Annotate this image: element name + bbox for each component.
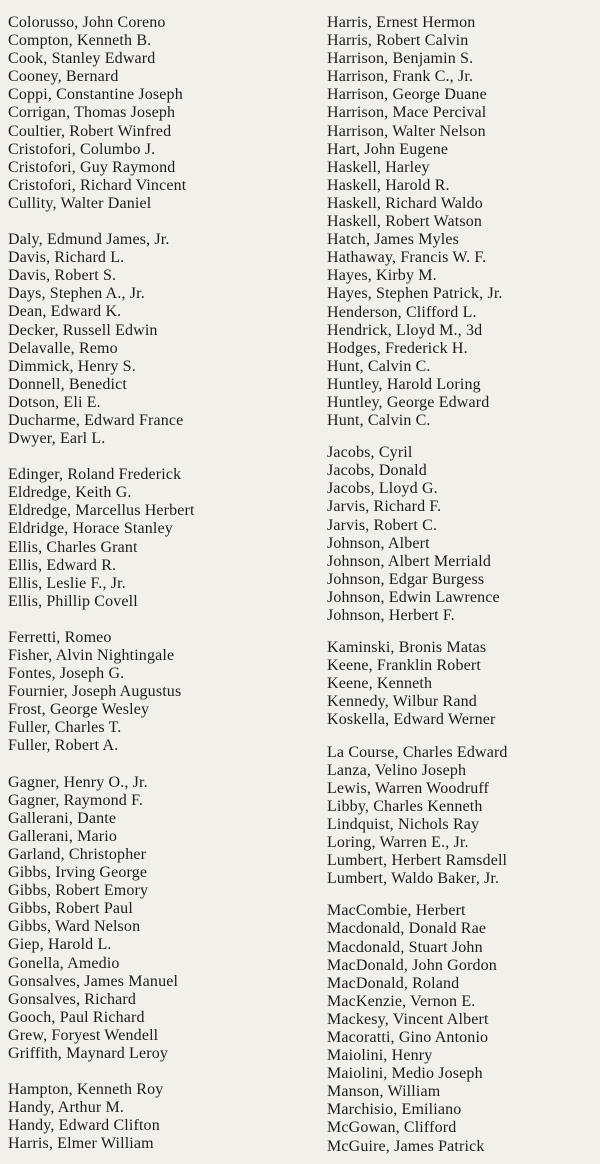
name-entry: Keene, Franklin Robert <box>327 657 481 675</box>
name-entry: Cooney, Bernard <box>8 68 119 86</box>
name-entry: Kaminski, Bronis Matas <box>327 639 487 657</box>
name-entry: Compton, Kenneth B. <box>8 32 152 50</box>
name-entry: Keene, Kenneth <box>327 675 433 693</box>
name-entry: Handy, Edward Clifton <box>8 1117 160 1135</box>
name-entry: Fuller, Charles T. <box>8 719 122 737</box>
name-entry: Ellis, Charles Grant <box>8 538 138 556</box>
name-entry: Macdonald, Donald Rae <box>327 920 487 938</box>
name-entry: MacDonald, John Gordon <box>327 956 497 974</box>
name-entry: Gibbs, Irving George <box>8 864 148 882</box>
name-entry: Lewis, Warren Woodruff <box>327 779 490 797</box>
group-spacer <box>8 756 320 774</box>
name-entry: La Course, Charles Edward <box>327 743 508 761</box>
name-entry: Fournier, Joseph Augustus <box>8 683 182 701</box>
name-entry: Gallerani, Dante <box>8 809 117 827</box>
name-group <box>327 14 595 430</box>
group-spacer <box>327 430 595 444</box>
name-entry: Grew, Foryest Wendell <box>8 1026 159 1044</box>
name-entry: Davis, Richard L. <box>8 249 125 267</box>
name-entry: Gonsalves, Richard <box>8 990 137 1008</box>
name-entry: Giep, Harold L. <box>8 936 112 954</box>
name-group <box>8 466 320 611</box>
name-entry: Hendrick, Lloyd M., 3d <box>327 321 483 339</box>
name-entry: Coppi, Constantine Joseph <box>8 86 183 104</box>
name-entry: Gonsalves, James Manuel <box>8 972 179 990</box>
name-entry: Huntley, George Edward <box>327 393 490 411</box>
name-entry: Harris, Robert Calvin <box>327 32 469 50</box>
name-entry: Eldredge, Keith G. <box>8 484 132 502</box>
name-entry: Handy, Arthur M. <box>8 1099 125 1117</box>
name-group <box>327 902 595 1155</box>
name-entry: Lumbert, Waldo Baker, Jr. <box>327 870 500 888</box>
name-entry: Ellis, Phillip Covell <box>8 592 138 610</box>
name-entry: Jarvis, Robert C. <box>327 516 438 534</box>
name-entry: Eldredge, Marcellus Herbert <box>8 502 195 520</box>
name-entry: Kennedy, Wilbur Rand <box>327 693 477 711</box>
name-entry: Days, Stephen A., Jr. <box>8 285 145 303</box>
name-entry: Gagner, Raymond F. <box>8 791 143 809</box>
name-entry: MacDonald, Roland <box>327 974 460 992</box>
name-entry: Johnson, Albert <box>327 534 430 552</box>
name-entry: Delavalle, Remo <box>8 339 118 357</box>
name-group <box>8 231 320 448</box>
name-entry: Harrison, Walter Nelson <box>327 122 486 140</box>
name-group <box>8 774 320 1064</box>
group-spacer <box>8 1063 320 1081</box>
name-entry: Macdonald, Stuart John <box>327 938 483 956</box>
name-entry: Fuller, Robert A. <box>8 737 119 755</box>
name-entry: McGuire, James Patrick <box>327 1137 485 1155</box>
name-entry: Manson, William <box>327 1083 441 1101</box>
name-group <box>327 444 595 625</box>
name-entry: Jarvis, Richard F. <box>327 498 442 516</box>
name-entry: Lindquist, Nichols Ray <box>327 815 480 833</box>
group-spacer <box>327 730 595 744</box>
name-entry: Haskell, Harley <box>327 158 430 176</box>
name-entry: Hampton, Kenneth Roy <box>8 1081 164 1099</box>
name-entry: Haskell, Harold R. <box>327 176 450 194</box>
name-entry: Henderson, Clifford L. <box>327 303 477 321</box>
name-entry: Jacobs, Lloyd G. <box>327 480 438 498</box>
name-entry: Gibbs, Ward Nelson <box>8 918 141 936</box>
name-entry: Dimmick, Henry S. <box>8 357 136 375</box>
name-entry: Griffith, Maynard Leroy <box>8 1044 168 1062</box>
name-entry: Harrison, Mace Percival <box>327 104 487 122</box>
name-entry: Gonella, Amedio <box>8 954 120 972</box>
name-entry: Lanza, Velino Joseph <box>327 761 467 779</box>
name-entry: Harrison, Benjamin S. <box>327 50 474 68</box>
name-entry: Dean, Edward K. <box>8 303 122 321</box>
right-name-column <box>327 14 595 1156</box>
group-spacer <box>8 448 320 466</box>
name-group <box>8 629 320 756</box>
name-entry: Cristofori, Columbo J. <box>8 140 156 158</box>
name-entry: Hodges, Frederick H. <box>327 339 468 357</box>
name-entry: Colorusso, John Coreno <box>8 14 166 31</box>
name-group <box>327 639 595 729</box>
name-entry: Hunt, Calvin C. <box>327 357 431 375</box>
name-entry: Marchisio, Emiliano <box>327 1101 462 1119</box>
name-entry: Fisher, Alvin Nightingale <box>8 647 175 664</box>
left-name-column <box>8 14 320 1153</box>
name-group <box>327 744 595 889</box>
name-entry: Cook, Stanley Edward <box>8 50 156 68</box>
name-entry: Gooch, Paul Richard <box>8 1008 145 1026</box>
name-entry: Lumbert, Herbert Ramsdell <box>327 852 508 870</box>
name-group <box>8 14 320 213</box>
name-entry: Haskell, Richard Waldo <box>327 194 483 212</box>
name-entry: Harris, Ernest Hermon <box>327 14 476 31</box>
group-spacer <box>8 611 320 629</box>
name-entry: Koskella, Edward Werner <box>327 711 496 729</box>
group-spacer <box>8 213 320 231</box>
name-entry: Cullity, Walter Daniel <box>8 194 152 212</box>
name-entry: Corrigan, Thomas Joseph <box>8 104 176 122</box>
name-entry: Dwyer, Earl L. <box>8 430 106 448</box>
name-entry: Coultier, Robert Winfred <box>8 122 172 140</box>
name-entry: Ferretti, Romeo <box>8 628 112 646</box>
name-entry: Ducharme, Edward France <box>8 411 184 429</box>
name-group <box>8 1081 320 1153</box>
name-entry: Donnell, Benedict <box>8 375 127 393</box>
name-entry: Johnson, Albert Merriald <box>327 552 492 570</box>
name-entry: Jacobs, Cyril <box>327 444 413 462</box>
name-entry: Gibbs, Robert Paul <box>8 900 133 918</box>
name-entry: Hayes, Stephen Patrick, Jr. <box>327 285 503 303</box>
name-entry: Haskell, Robert Watson <box>327 213 483 231</box>
name-entry: MacCombie, Herbert <box>327 902 466 920</box>
name-entry: Jacobs, Donald <box>327 462 427 480</box>
group-spacer <box>327 625 595 639</box>
name-entry: Mackesy, Vincent Albert <box>327 1010 489 1028</box>
name-entry: Ellis, Edward R. <box>8 556 117 574</box>
name-entry: Hunt, Calvin C. <box>327 412 431 430</box>
name-entry: Huntley, Harold Loring <box>327 375 481 393</box>
name-entry: Hatch, James Myles <box>327 231 460 249</box>
name-entry: Cristofori, Richard Vincent <box>8 176 187 194</box>
name-entry: Garland, Christopher <box>8 845 147 863</box>
name-entry: Johnson, Edgar Burgess <box>327 570 485 588</box>
name-entry: Davis, Robert S. <box>8 267 117 285</box>
name-entry: McGowan, Clifford <box>327 1119 457 1137</box>
name-entry: Hayes, Kirby M. <box>327 267 437 285</box>
name-entry: Johnson, Edwin Lawrence <box>327 588 500 606</box>
name-entry: Loring, Warren E., Jr. <box>327 834 469 852</box>
name-entry: Hathaway, Francis W. F. <box>327 249 487 267</box>
name-entry: Maiolini, Henry <box>327 1047 433 1065</box>
name-entry: Decker, Russell Edwin <box>8 321 158 339</box>
name-entry: Libby, Charles Kenneth <box>327 797 483 815</box>
name-entry: Ellis, Leslie F., Jr. <box>8 574 126 592</box>
name-entry: Cristofori, Guy Raymond <box>8 158 176 176</box>
name-entry: Frost, George Wesley <box>8 701 150 719</box>
name-entry: Maiolini, Medio Joseph <box>327 1065 483 1083</box>
name-entry: Harrison, Frank C., Jr. <box>327 68 474 86</box>
name-entry: Eldridge, Horace Stanley <box>8 520 173 538</box>
name-entry: Gibbs, Robert Emory <box>8 882 149 900</box>
name-entry: Johnson, Herbert F. <box>327 607 455 624</box>
name-entry: Daly, Edmund James, Jr. <box>8 231 170 249</box>
name-entry: Gallerani, Mario <box>8 827 118 845</box>
name-entry: Edinger, Roland Frederick <box>8 466 182 484</box>
group-spacer <box>327 888 595 902</box>
name-entry: Macoratti, Gino Antonio <box>327 1028 489 1046</box>
name-entry: Dotson, Eli E. <box>8 393 101 411</box>
name-entry: Harrison, George Duane <box>327 86 487 104</box>
name-entry: MacKenzie, Vernon E. <box>327 992 476 1010</box>
name-entry: Hart, John Eugene <box>327 140 449 158</box>
name-entry: Gagner, Henry O., Jr. <box>8 773 148 791</box>
name-entry: Fontes, Joseph G. <box>8 665 125 683</box>
name-entry: Harris, Elmer William <box>8 1135 154 1153</box>
